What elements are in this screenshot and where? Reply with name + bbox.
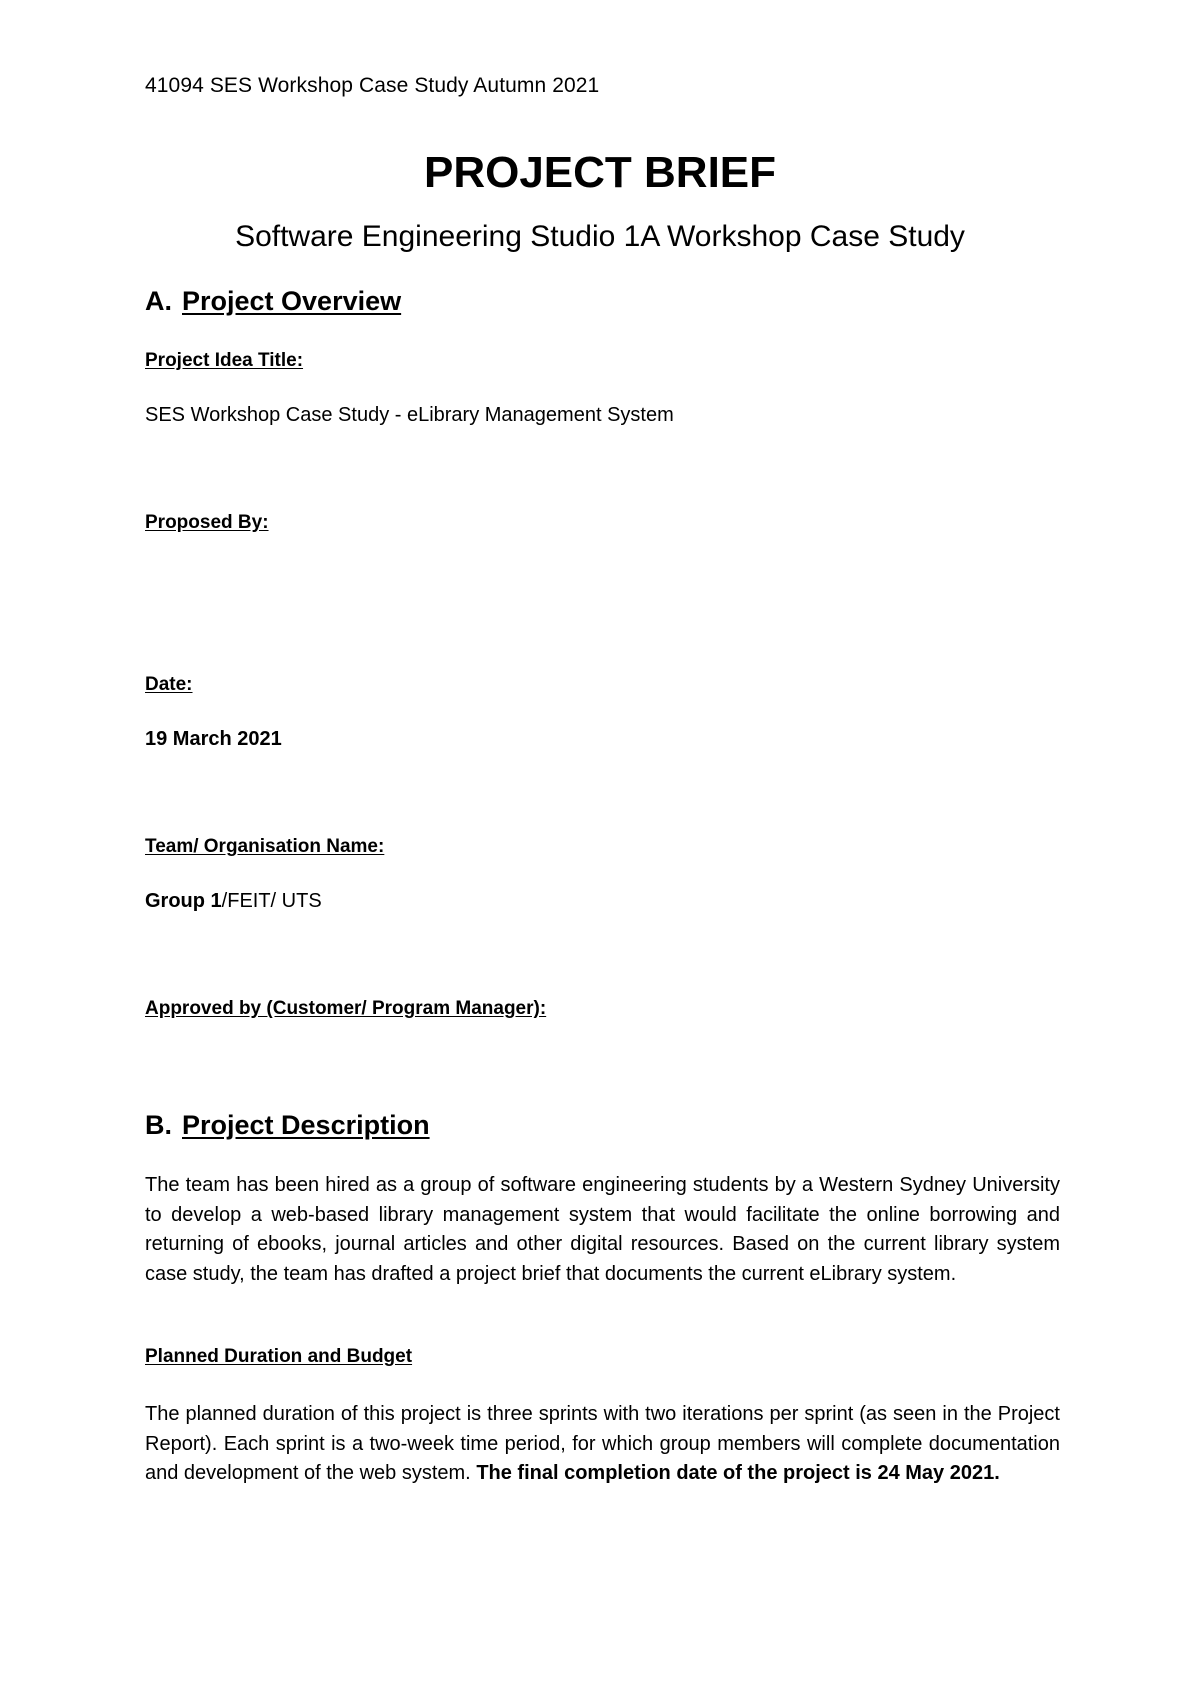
team-organisation-value xyxy=(145,890,322,913)
page-title: PROJECT BRIEF xyxy=(423,148,777,197)
team-group-name: Group 1 xyxy=(145,890,222,912)
page-header: 41094 SES Workshop Case Study Autumn 2021 xyxy=(145,74,600,97)
final-completion-date-text: The final completion date of the project is 24 May 2021. xyxy=(476,1462,1000,1484)
section-a-letter: A. xyxy=(145,286,172,316)
project-idea-title-label: Project Idea Title: xyxy=(145,350,304,371)
section-a-heading xyxy=(145,286,401,317)
approved-by-label: Approved by (Customer/ Program Manager): xyxy=(145,998,547,1019)
date-value: 19 March 2021 xyxy=(145,728,282,750)
team-faculty-university: /FEIT/ UTS xyxy=(221,890,322,912)
project-idea-title-value: SES Workshop Case Study - eLibrary Management System xyxy=(145,404,674,426)
planned-duration-paragraph xyxy=(145,1400,1060,1489)
project-description-paragraph: The team has been hired as a group of software engineering students by a Western Sydney University to develop a web-based library management system that would facilitate the online borrowing and returning of ebooks, journal articles and other digital resources. Based on the current library system case study, the team has drafted a project brief that documents the current eLibrary system. xyxy=(145,1174,1060,1285)
planned-duration-text: The planned duration of this project is three sprints with two iterations per sprint (as seen in the Project Report). Each sprint is a two-week time period, for which group members will complete documentation and development of the web system. xyxy=(145,1403,1060,1484)
page-subtitle: Software Engineering Studio 1A Workshop Case Study xyxy=(235,220,965,253)
section-a-title: Project Overview xyxy=(182,286,402,316)
proposed-by-label: Proposed By: xyxy=(145,512,269,533)
date-label: Date: xyxy=(145,674,193,695)
section-b-letter: B. xyxy=(145,1110,172,1140)
section-b-heading xyxy=(145,1110,430,1141)
planned-duration-label: Planned Duration and Budget xyxy=(145,1346,413,1367)
section-b-title: Project Description xyxy=(182,1110,430,1140)
team-organisation-label: Team/ Organisation Name: xyxy=(145,836,385,857)
